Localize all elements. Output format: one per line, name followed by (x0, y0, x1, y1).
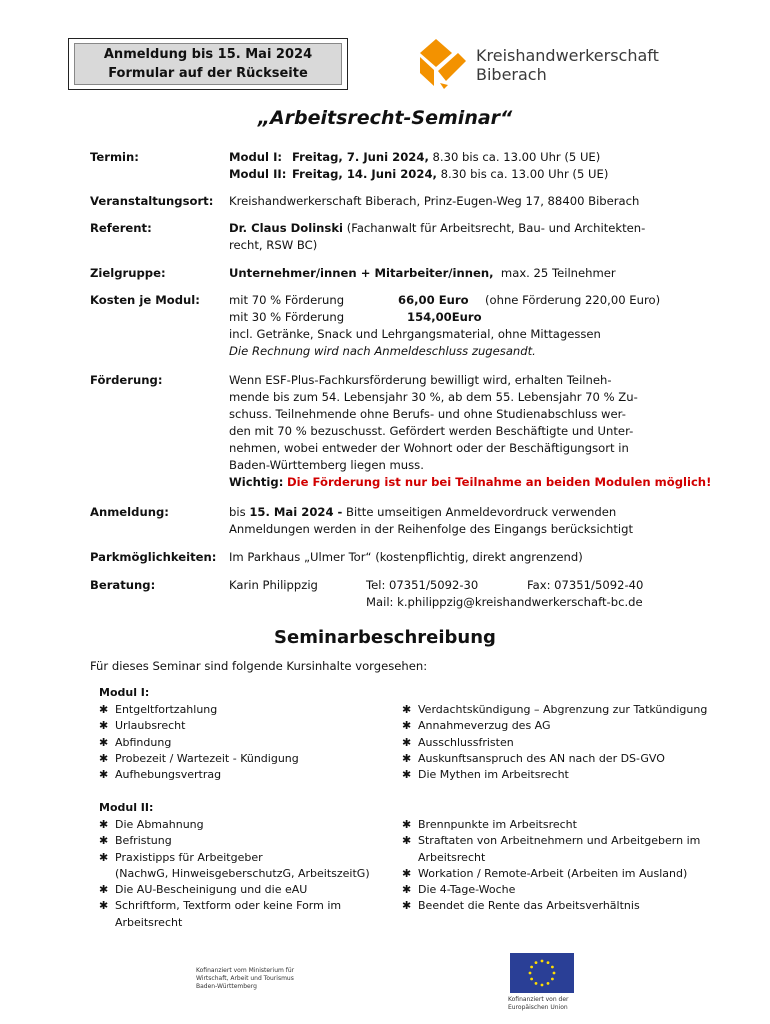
foerderung-row (90, 372, 720, 492)
page-title: „Arbeitsrecht-Seminar“ (257, 107, 513, 129)
referent-row (90, 220, 720, 254)
eu-line: Kofinanziert von der (508, 996, 569, 1003)
list-item: ✱ Urlaubsrecht (99, 718, 389, 734)
notice-line-1: Anmeldung bis 15. Mai 2024 (103, 47, 313, 62)
modul1-list-right (402, 702, 742, 783)
anmeldung-instruction: Bitte umseitigen Anmeldevordruck verwenden (342, 505, 617, 519)
asterisk-bullet-icon: ✱ (99, 899, 109, 913)
modul1-list-left (99, 702, 389, 783)
foerderung-warning: Die Förderung ist nur bei Teilnahme an beiden Modulen möglich! (287, 475, 712, 489)
beratung-contact-name: Karin Philippzig (229, 578, 318, 592)
list-item: ✱ Befristung (99, 833, 394, 849)
eu-stars-icon (510, 953, 574, 993)
eu-flag-icon (510, 953, 574, 993)
list-item: ✱ Aufhebungsvertrag (99, 767, 389, 783)
foerderung-label: Förderung: (90, 373, 163, 387)
kreishandwerkerschaft-logo (414, 37, 694, 89)
zielgruppe-target: Unternehmer/innen + Mitarbeiter/innen, (229, 266, 494, 280)
foerderung-text-line: mende bis zum 54. Lebensjahr 30 %, ab dem 55. Lebensjahr 70 % Zu- (229, 390, 638, 404)
asterisk-bullet-icon: ✱ (402, 719, 412, 733)
beratung-fax: Fax: 07351/5092-40 (527, 578, 644, 592)
termin-value (229, 149, 729, 183)
asterisk-bullet-icon: ✱ (402, 818, 412, 831)
beratung-label: Beratung: (90, 578, 156, 592)
beratung-email[interactable]: Mail: k.philippzig@kreishandwerkerschaft-bc.de (366, 595, 643, 609)
foerderung-value (229, 372, 729, 491)
kosten-30-price: 154,00Euro (407, 310, 482, 324)
list-item: ✱ Entgeltfortzahlung (99, 702, 389, 718)
eu-line: Europäischen Union (508, 1004, 568, 1011)
kosten-rechnung-hinweis: Die Rechnung wird nach Anmeldeschluss zugesandt. (229, 344, 536, 358)
modul1-time: 8.30 bis ca. 13.00 Uhr (5 UE) (432, 150, 601, 164)
referent-name: Dr. Claus Dolinski (229, 221, 344, 235)
zielgruppe-row (90, 265, 720, 282)
kosten-70-price: 66,00 Euro (398, 293, 469, 307)
foerderung-text-line: Baden-Württemberg liegen muss. (229, 458, 424, 472)
kosten-30-label: mit 30 % Förderung (229, 310, 345, 324)
list-item: ✱ Schriftform, Textform oder keine Form im Arbeitsrecht (99, 899, 342, 929)
asterisk-bullet-icon: ✱ (99, 768, 109, 782)
logo-name-line-1: Kreishandwerkerschaft (476, 46, 659, 65)
anmeldung-prefix: bis (229, 505, 250, 519)
list-item: ✱ Ausschlussfristen (402, 735, 742, 751)
asterisk-bullet-icon: ✱ (402, 899, 412, 913)
foerderung-text-line: nehmen, wobei entweder der Wohnort oder der Beschäftigungsort in (229, 441, 629, 455)
foerderung-text-line: schuss. Teilnehmende ohne Berufs- und ohne Studienabschluss wer- (229, 407, 626, 421)
referent-value (229, 220, 729, 254)
kosten-ohne-foerderung: (ohne Förderung 220,00 Euro) (485, 293, 661, 307)
kosten-inklusive: incl. Getränke, Snack und Lehrgangsmaterial, ohne Mittagessen (229, 327, 601, 341)
asterisk-bullet-icon: ✱ (99, 834, 109, 848)
parken-label: Parkmöglichkeiten: (90, 550, 217, 564)
asterisk-bullet-icon: ✱ (99, 719, 109, 733)
beratung-row (90, 577, 720, 611)
ministry-line: Wirtschaft, Arbeit und Tourismus (196, 975, 294, 982)
ort-label: Veranstaltungsort: (90, 194, 214, 208)
referent-description-cont: recht, RSW BC) (229, 238, 318, 252)
asterisk-bullet-icon: ✱ (99, 751, 109, 765)
list-item: ✱ Die Abmahnung (99, 817, 394, 833)
modul2-list-left (99, 817, 394, 931)
wichtig-label: Wichtig: (229, 475, 284, 489)
kosten-label: Kosten je Modul: (90, 293, 200, 307)
logo-name-line-2: Biberach (476, 65, 547, 84)
list-item: ✱ Straftaten von Arbeitnehmern und Arbeitgebern im Arbeitsrecht (402, 834, 701, 864)
seminar-section-title: Seminarbeschreibung (274, 627, 496, 648)
ministry-cofunding-note (196, 967, 294, 991)
list-item: ✱ Abfindung (99, 735, 389, 751)
modul2-prefix: Modul II: (229, 167, 287, 181)
list-item: ✱ Die 4-Tage-Woche (402, 882, 742, 898)
asterisk-bullet-icon: ✱ (402, 735, 412, 749)
modul1-heading: Modul I: (99, 686, 150, 699)
kreishandwerkerschaft-logo-icon (414, 37, 468, 89)
foerderung-text-line: Wenn ESF-Plus-Fachkursförderung bewilligt wird, erhalten Teilneh- (229, 373, 612, 387)
beratung-phone: Tel: 07351/5092-30 (366, 578, 479, 592)
list-item: ✱ Beendet die Rente das Arbeitsverhältnis (402, 898, 742, 914)
asterisk-bullet-icon: ✱ (99, 850, 109, 864)
zielgruppe-max: max. 25 Teilnehmer (500, 266, 616, 280)
anmeldung-order-note: Anmeldungen werden in der Reihenfolge des Eingangs berücksichtigt (229, 522, 634, 536)
kosten-row (90, 292, 720, 360)
list-item: ✱ Die AU-Bescheinigung und die eAU (99, 882, 394, 898)
modul2-list-right (402, 817, 742, 915)
list-item: ✱ Die Mythen im Arbeitsrecht (402, 767, 742, 783)
asterisk-bullet-icon: ✱ (402, 751, 412, 765)
list-item: ✱ Praxistipps für Arbeitgeber (NachwG, HinweisgeberschutzG, ArbeitszeitG) (99, 850, 370, 880)
ort-row (90, 193, 720, 210)
asterisk-bullet-icon: ✱ (402, 883, 412, 897)
list-item: ✱ Workation / Remote-Arbeit (Arbeiten im Ausland) (402, 866, 742, 882)
list-item: ✱ Probezeit / Wartezeit - Kündigung (99, 751, 389, 767)
kosten-70-label: mit 70 % Förderung (229, 293, 345, 307)
eu-cofunding-note (508, 996, 569, 1012)
referent-description: (Fachanwalt für Arbeitsrecht, Bau- und Architekten- (343, 221, 646, 235)
asterisk-bullet-icon: ✱ (402, 703, 412, 716)
asterisk-bullet-icon: ✱ (99, 883, 109, 897)
seminar-intro: Für dieses Seminar sind folgende Kursinhalte vorgesehen: (90, 659, 428, 673)
zielgruppe-value (229, 265, 729, 282)
kosten-value (229, 292, 729, 360)
foerderung-text-line: den mit 70 % bezuschusst. Gefördert werden Beschäftigte und Unter- (229, 424, 634, 438)
termin-row (90, 149, 720, 183)
list-item: ✱ Brennpunkte im Arbeitsrecht (402, 817, 742, 833)
anmeldung-row (90, 504, 720, 538)
asterisk-bullet-icon: ✱ (402, 768, 412, 782)
logo-wordmark (476, 46, 659, 84)
modul1-prefix: Modul I: (229, 150, 283, 164)
asterisk-bullet-icon: ✱ (99, 818, 109, 831)
referent-label: Referent: (90, 221, 152, 235)
ministry-line: Kofinanziert vom Ministerium für (196, 967, 295, 974)
zielgruppe-label: Zielgruppe: (90, 266, 166, 280)
asterisk-bullet-icon: ✱ (402, 866, 412, 880)
list-item: ✱ Verdachtskündigung – Abgrenzung zur Tatkündigung (402, 702, 742, 718)
ministry-line: Baden-Württemberg (196, 983, 257, 990)
list-item: ✱ Auskunftsanspruch des AN nach der DS-GVO (402, 751, 742, 767)
asterisk-bullet-icon: ✱ (99, 735, 109, 749)
anmeldung-label: Anmeldung: (90, 505, 169, 519)
ort-value: Kreishandwerkerschaft Biberach, Prinz-Eugen-Weg 17, 88400 Biberach (229, 194, 640, 208)
modul2-time: 8.30 bis ca. 13.00 Uhr (5 UE) (440, 167, 609, 181)
modul1-date: Freitag, 7. Juni 2024, (292, 150, 429, 164)
modul2-heading: Modul II: (99, 801, 154, 814)
list-item: ✱ Annahmeverzug des AG (402, 718, 742, 734)
asterisk-bullet-icon: ✱ (402, 834, 412, 848)
registration-notice-box (68, 38, 348, 90)
parken-row (90, 549, 720, 566)
registration-notice (74, 43, 342, 85)
termin-label: Termin: (90, 150, 139, 164)
anmeldung-value (229, 504, 729, 538)
modul2-date: Freitag, 14. Juni 2024, (292, 167, 437, 181)
parken-value: Im Parkhaus „Ulmer Tor“ (kostenpflichtig, direkt angrenzend) (229, 550, 583, 564)
asterisk-bullet-icon: ✱ (99, 703, 109, 716)
anmeldung-deadline: 15. Mai 2024 - (249, 505, 343, 519)
notice-line-2: Formular auf der Rückseite (108, 66, 308, 81)
